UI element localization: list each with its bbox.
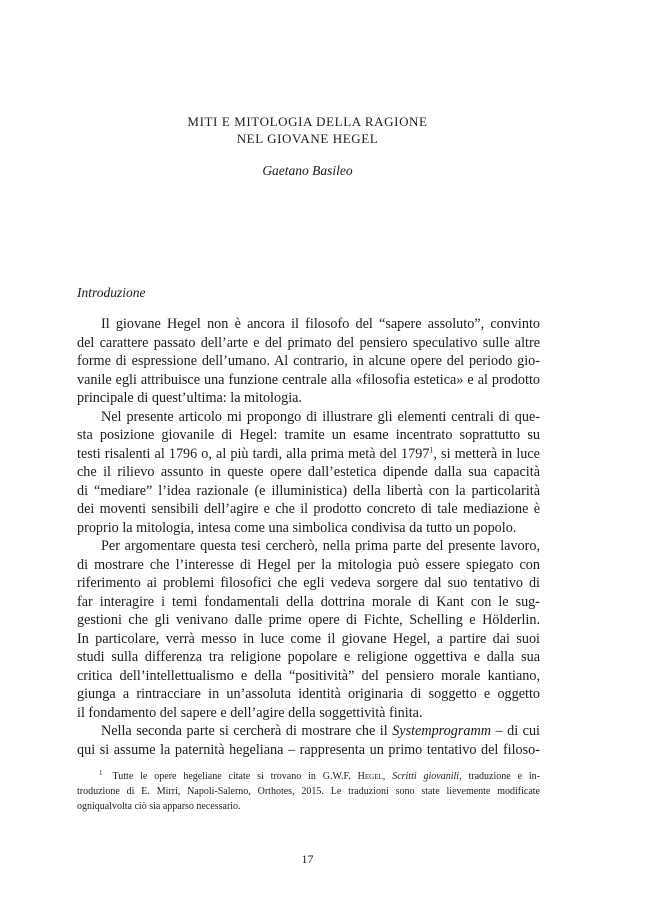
footnote-mark: 1 (99, 768, 103, 777)
body-text (77, 315, 540, 759)
text-segment: , (382, 771, 393, 782)
text-line: riferimento ai problemi filosofici che egli vedeva sorgere dal suo tentativo di (77, 575, 540, 591)
text-line: di “mediare” l’idea razionale (e illuministica) della libertà con la particolarità (77, 482, 540, 499)
text-line: di mostrare che l’interesse di Hegel per la mitologia può essere spiegato con (77, 556, 540, 573)
text-line: il fondamento del sapere e dell’agire della soggettività finita. (77, 704, 423, 721)
text-segment: – di cui (490, 723, 540, 739)
text-line: In particolare, verrà messo in luce come il giovane Hegel, a partire dai suoi (77, 630, 540, 647)
text-segment: testi risalenti al 1796 o, al più tardi, alla prima metà del 1797 (77, 445, 430, 462)
footnote-reference[interactable]: 1 (429, 444, 434, 454)
page-number: 17 (301, 852, 314, 866)
text-segment: Nella seconda parte si cercherà di mostrare che il (101, 723, 393, 739)
text-line (77, 722, 540, 741)
text-line: critica dell’intellettualismo e della “positività” del pensiero morale kantiano, (77, 667, 540, 684)
text-segment: , traduzione e in- (459, 771, 541, 782)
text-line: forme di espressione dell’umano. Al contrario, in alcune opere del periodo gio- (77, 353, 540, 369)
text-line: sta posizione giovanile di Hegel: tramite un esame incentrato soprattutto su (77, 427, 540, 443)
section-heading: Introduzione (77, 285, 146, 300)
footnote-line: ogniqualvolta ciò sia apparso necessario. (77, 801, 241, 812)
italic-term: Systemprogramm (392, 723, 491, 739)
article-title-line-1: MITI E MITOLOGIA DELLA RAGIONE (187, 114, 428, 129)
text-line: principale di quest’ultima: la mitologia. (77, 390, 302, 406)
text-line: proprio la mitologia, intesa come una simbolica condivisa da tutto un popolo. (77, 519, 517, 536)
text-line: Il giovane Hegel non è ancora il filosofo del “sapere assoluto”, convinto (101, 316, 540, 332)
text-line: gestioni che gli venivano dalle prime opere di Fichte, Schelling e Hölderlin. (77, 612, 540, 628)
cited-author: Hegel (357, 771, 383, 782)
text-line: Per argomentare questa tesi cercherò, nella prima parte del presente lavoro, (101, 538, 540, 554)
text-line: dei moventi sensibili dell’agire e che il prodotto concreto di tale mediazione è (77, 501, 540, 517)
footnote (77, 769, 540, 814)
text-line: del carattere passato dell’arte e del primato del pensiero speculativo sulle altre (77, 334, 540, 351)
footnote-line (77, 769, 540, 784)
article-title-line-2: NEL GIOVANE HEGEL (236, 131, 379, 146)
text-line: qui si assume la paternità hegeliana – rappresenta un primo tentativo del filoso- (77, 741, 540, 758)
text-line-with-footnote-ref (77, 445, 540, 464)
footnote-line: troduzione di E. Mirri, Napoli-Salerno, Orthotes, 2015. Le traduzioni sono state lievemente modificate (77, 786, 540, 797)
text-line: Nel presente articolo mi propongo di illustrare gli elementi centrali di que- (101, 408, 540, 425)
text-segment: , si metterà in luce (433, 445, 540, 462)
cited-title: Scritti giovanili (392, 771, 460, 782)
author-name: Gaetano Basileo (262, 163, 353, 178)
text-segment: Tutte le opere hegeliane citate si trovano in G.W.F. (112, 771, 358, 782)
text-line: studi sulla differenza tra religione popolare e religione oggettiva e dalla sua (77, 649, 540, 665)
text-line: che il rilievo assunto in queste opere dall’estetica dipende dalla sua capacità (77, 464, 540, 480)
text-line: giunga a rintracciare in un’assoluta identità originaria di soggetto e oggetto (77, 686, 540, 702)
text-line: far interagire i temi fondamentali della dottrina morale di Kant con le sug- (77, 593, 540, 610)
text-line: vanile egli attribuisce una funzione centrale alla «filosofia estetica» e al prodotto (77, 371, 540, 388)
